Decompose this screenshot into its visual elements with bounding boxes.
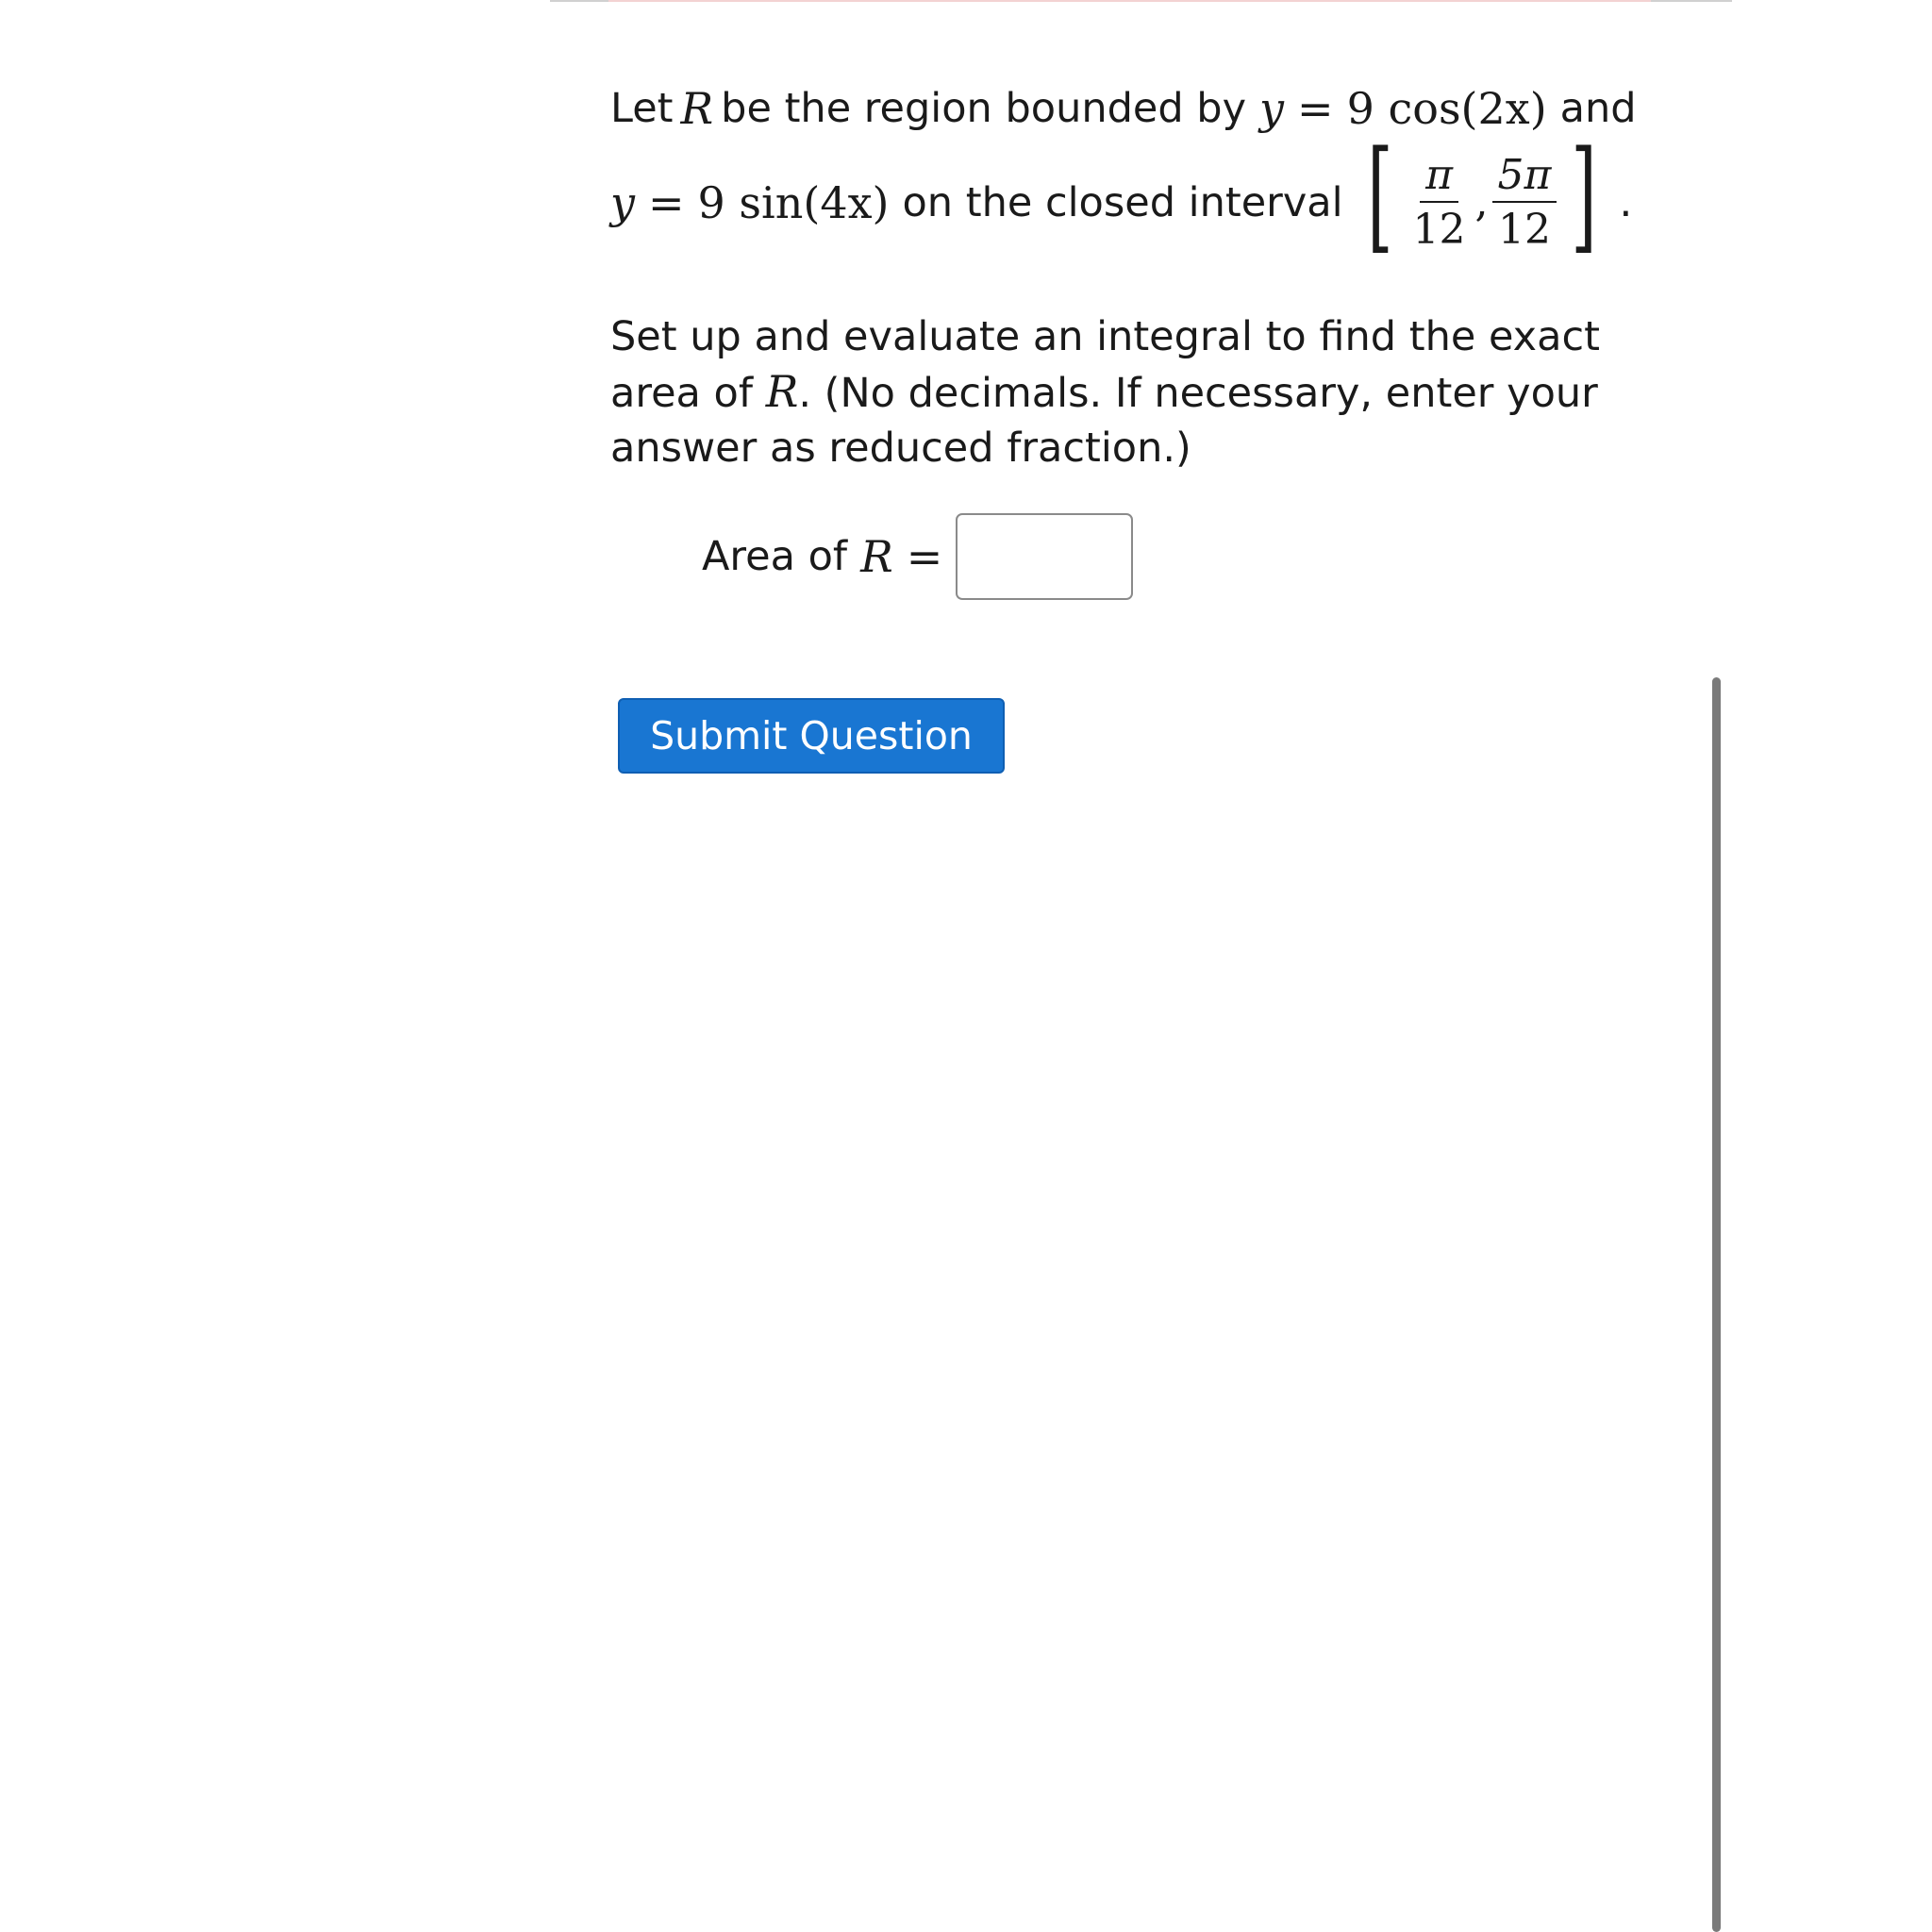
lower-bound-numerator: π — [1420, 152, 1458, 203]
area-answer-input[interactable] — [956, 513, 1133, 600]
interval-text: on the closed interval — [902, 179, 1343, 226]
lower-bound-fraction — [1407, 152, 1472, 254]
region-variable: R — [680, 83, 714, 134]
sentence-period: . — [1619, 178, 1633, 226]
interval-expression — [1357, 125, 1608, 266]
y2-equals: = — [648, 177, 685, 228]
submit-question-button[interactable]: Submit Question — [618, 698, 1005, 774]
instructions-region-variable: R — [765, 366, 799, 417]
question-body — [610, 75, 1676, 600]
close-bracket: ] — [1571, 125, 1598, 266]
intro-text: Let — [610, 85, 674, 132]
y1-expression: 9 cos(2x) — [1346, 83, 1547, 134]
scrollbar[interactable] — [1712, 677, 1721, 1932]
y1-lhs: y — [1259, 83, 1285, 134]
answer-label: Area of — [702, 533, 848, 580]
open-bracket: [ — [1366, 125, 1393, 266]
bounded-text: be the region bounded by — [721, 85, 1247, 132]
answer-region-variable: R — [860, 531, 893, 582]
answer-row — [702, 513, 1676, 600]
upper-bound-numerator: 5π — [1492, 152, 1557, 203]
upper-bound-fraction — [1492, 152, 1557, 254]
problem-line-1 — [610, 75, 1676, 142]
instructions-part-1: Set up and evaluate an integral to find the exact area of — [610, 313, 1600, 417]
problem-line-2 — [610, 125, 1676, 266]
and-text: and — [1559, 85, 1637, 132]
upper-bound-denominator: 12 — [1498, 206, 1551, 254]
top-divider-accent — [608, 0, 1651, 2]
y2-lhs: y — [610, 177, 635, 228]
problem-statement — [610, 75, 1676, 264]
answer-equals: = — [906, 531, 943, 582]
interval-comma: , — [1474, 178, 1489, 226]
instructions-text — [610, 309, 1676, 475]
instructions-part-2: . (No decimals. If necessary, enter your answer as reduced fraction.) — [610, 370, 1598, 472]
y1-equals: = — [1297, 83, 1334, 134]
lower-bound-denominator: 12 — [1412, 206, 1466, 254]
y2-expression: 9 sin(4x) — [697, 177, 890, 228]
